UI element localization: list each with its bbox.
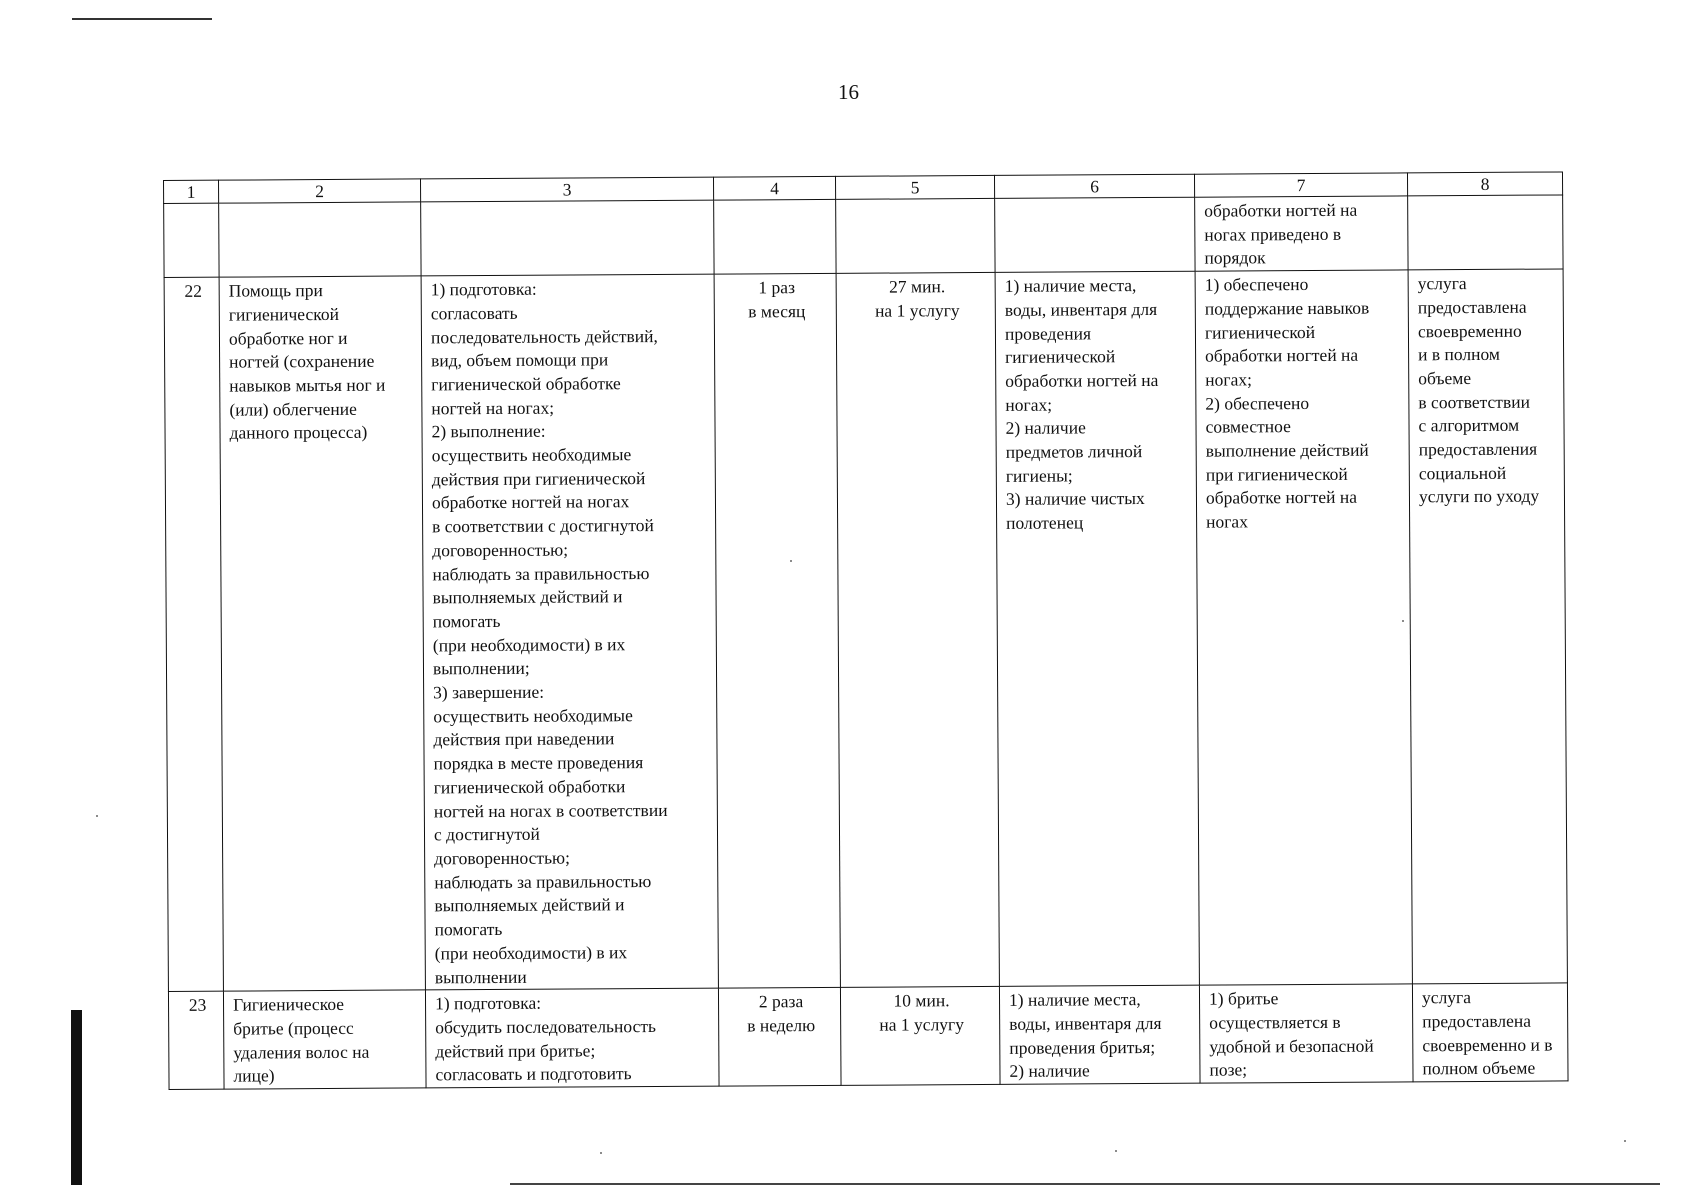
table-row-22 (164, 269, 1567, 992)
bottom-rule (510, 1183, 1660, 1185)
cell-content: 1) подготовка: обсудить последовательность действий при бритье; согласовать и подготовить (425, 988, 719, 1088)
header-col-2: 2 (219, 179, 421, 203)
table-row-continuation (164, 195, 1563, 278)
cell-result: услуга предоставлена своевременно и в полном объеме в соответствии с алгоритмом предоставления социальной услуги по уходу (1408, 269, 1567, 984)
cell-result (1408, 195, 1563, 270)
top-rule (72, 18, 212, 20)
cell-number (164, 203, 219, 277)
cell-service-name: Помощь при гигиенической обработке ног и ногтей (сохранение навыков мытья ног и (или) облегчение данного процесса) (219, 276, 425, 991)
cell-indicators: 1) бритье осуществляется в удобной и безопасной позе; (1199, 984, 1413, 1083)
header-col-1: 1 (164, 180, 219, 203)
cell-indicators: обработки ногтей на ногах приведено в порядок (1195, 196, 1408, 271)
cell-result: услуга предоставлена своевременно и в полном объеме (1412, 983, 1568, 1082)
header-col-4: 4 (713, 176, 835, 200)
table-row-23 (168, 983, 1568, 1089)
cell-frequency (714, 199, 836, 274)
cell-conditions: 1) наличие места, воды, инвентаря для проведения гигиенической обработки ногтей на ногах; 2) наличие предметов личной гигиены; 3) наличие чистых полотенец (995, 271, 1199, 986)
cell-frequency: 2 раза в неделю (718, 988, 841, 1087)
cell-content: 1) подготовка: согласовать последовательность действий, вид, объем помощи при гигиенической обработке ногтей на ногах; 2) выполнение: осуществить необходимые действия при гигиенической обработке ногтей на ногах в соответствии с достигнутой договоренностью; наблюдать за правильностью выполняемых действий и помогать (при необходимости) в их выполнении; 3) завершение: осуществить необходимые действия при наведении порядка в месте проведения гигиенической обработки ногтей на ногах в соответствии с достигнутой договоренностью; наблюдать за правильностью выполняемых действий и помогать (при необходимости) в их выполнении (421, 274, 718, 990)
header-col-7: 7 (1194, 173, 1407, 197)
cell-duration (836, 198, 995, 273)
page-number: 16 (838, 80, 859, 104)
header-col-6: 6 (994, 174, 1194, 198)
cell-frequency: 1 раз в месяц (714, 273, 840, 988)
cell-conditions: 1) наличие места, воды, инвентаря для проведения бритья; 2) наличие (999, 985, 1200, 1084)
cell-indicators: 1) обеспечено поддержание навыков гигиенической обработки ногтей на ногах; 2) обеспечено совместное выполнение действий при гигиенической обработке ногтей на ногах (1195, 270, 1412, 985)
header-col-5: 5 (835, 175, 994, 199)
cell-service-name (219, 202, 421, 277)
cell-number: 22 (164, 277, 223, 991)
scan-edge-bar (71, 1010, 82, 1185)
cell-content (421, 200, 714, 276)
cell-conditions (995, 197, 1195, 272)
header-col-3: 3 (420, 177, 713, 202)
cell-service-name: Гигиеническое бритье (процесс удаления волос на лице) (223, 990, 426, 1089)
cell-duration: 10 мин. на 1 услугу (840, 987, 1000, 1086)
header-col-8: 8 (1407, 172, 1562, 196)
cell-number: 23 (168, 991, 224, 1089)
cell-duration: 27 мин. на 1 услугу (836, 273, 999, 988)
services-table (163, 171, 1569, 1090)
